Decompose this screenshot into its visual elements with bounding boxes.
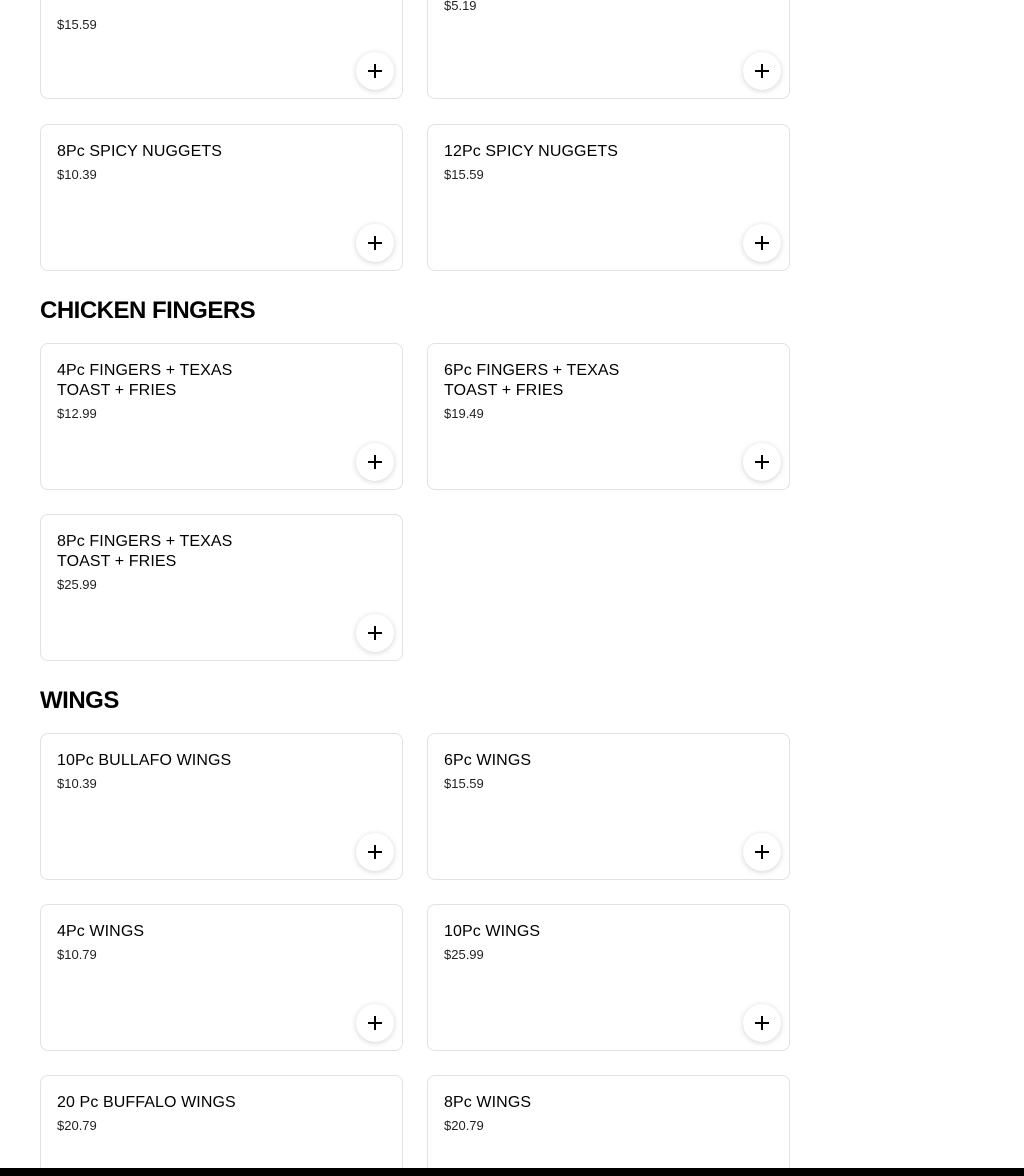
menu-item-price: $15.59 — [444, 167, 484, 182]
menu-item-price: $10.39 — [57, 776, 97, 791]
menu-item-name: 10Pc BULLAFO WINGS — [57, 752, 232, 769]
menu-item-card[interactable] — [40, 1075, 403, 1176]
menu-item-card[interactable] — [427, 343, 790, 490]
menu-item-price: $10.79 — [57, 947, 97, 962]
menu-item-card[interactable] — [40, 904, 403, 1051]
section-title-wings: WINGS — [40, 687, 119, 714]
plus-icon — [368, 64, 382, 78]
menu-item-card[interactable] — [40, 124, 403, 271]
plus-icon — [755, 1016, 769, 1030]
menu-item-card[interactable] — [427, 904, 790, 1051]
menu-item-card[interactable] — [427, 1075, 790, 1176]
menu-item-card[interactable] — [427, 733, 790, 880]
menu-item-price: $15.59 — [444, 776, 484, 791]
plus-icon — [368, 845, 382, 859]
plus-icon — [755, 64, 769, 78]
menu-item-card[interactable] — [40, 343, 403, 490]
add-item-button[interactable] — [356, 833, 394, 871]
menu-item-name: 8Pc FINGERS + TEXAS TOAST + FRIES — [57, 533, 233, 570]
add-item-button[interactable] — [356, 224, 394, 262]
plus-icon — [755, 236, 769, 250]
menu-item-price: $25.99 — [444, 947, 484, 962]
menu-item-card[interactable] — [427, 124, 790, 271]
menu-item-card[interactable] — [40, 0, 403, 99]
add-item-button[interactable] — [356, 1004, 394, 1042]
menu-item-card[interactable] — [40, 514, 403, 661]
plus-icon — [368, 236, 382, 250]
menu-item-price: $20.79 — [57, 1118, 97, 1133]
menu-item-name: 20 Pc BUFFALO WINGS — [57, 1094, 236, 1111]
menu-item-price: $19.49 — [444, 406, 484, 421]
add-item-button[interactable] — [356, 52, 394, 90]
menu-item-price: $5.19 — [444, 0, 477, 13]
menu-item-price: $20.79 — [444, 1118, 484, 1133]
menu-item-price: $25.99 — [57, 577, 97, 592]
menu-item-name: 4Pc FINGERS + TEXAS TOAST + FRIES — [57, 362, 233, 399]
plus-icon — [368, 455, 382, 469]
menu-item-price: $10.39 — [57, 167, 97, 182]
menu-item-card[interactable] — [427, 0, 790, 99]
menu-item-name: 8Pc SPICY NUGGETS — [57, 143, 223, 160]
add-item-button[interactable] — [743, 833, 781, 871]
plus-icon — [755, 455, 769, 469]
add-item-button[interactable] — [743, 52, 781, 90]
add-item-button[interactable] — [743, 224, 781, 262]
add-item-button[interactable] — [356, 614, 394, 652]
menu-item-name: 4Pc WINGS — [57, 923, 145, 940]
menu-item-name: 6Pc FINGERS + TEXAS TOAST + FRIES — [444, 362, 620, 399]
add-item-button[interactable] — [743, 443, 781, 481]
menu-item-price: $12.99 — [57, 406, 97, 421]
menu-item-name: 6Pc WINGS — [444, 752, 532, 769]
bottom-bar — [0, 1168, 1024, 1176]
add-item-button[interactable] — [743, 1004, 781, 1042]
menu-item-name: 10Pc WINGS — [444, 923, 541, 940]
menu-item-name: 8Pc WINGS — [444, 1094, 532, 1111]
plus-icon — [368, 626, 382, 640]
menu-item-name: 12Pc SPICY NUGGETS — [444, 143, 619, 160]
menu-item-price: $15.59 — [57, 17, 97, 32]
add-item-button[interactable] — [356, 443, 394, 481]
menu-item-card[interactable] — [40, 733, 403, 880]
section-title-chicken-fingers: CHICKEN FINGERS — [40, 297, 256, 324]
plus-icon — [755, 845, 769, 859]
plus-icon — [368, 1016, 382, 1030]
